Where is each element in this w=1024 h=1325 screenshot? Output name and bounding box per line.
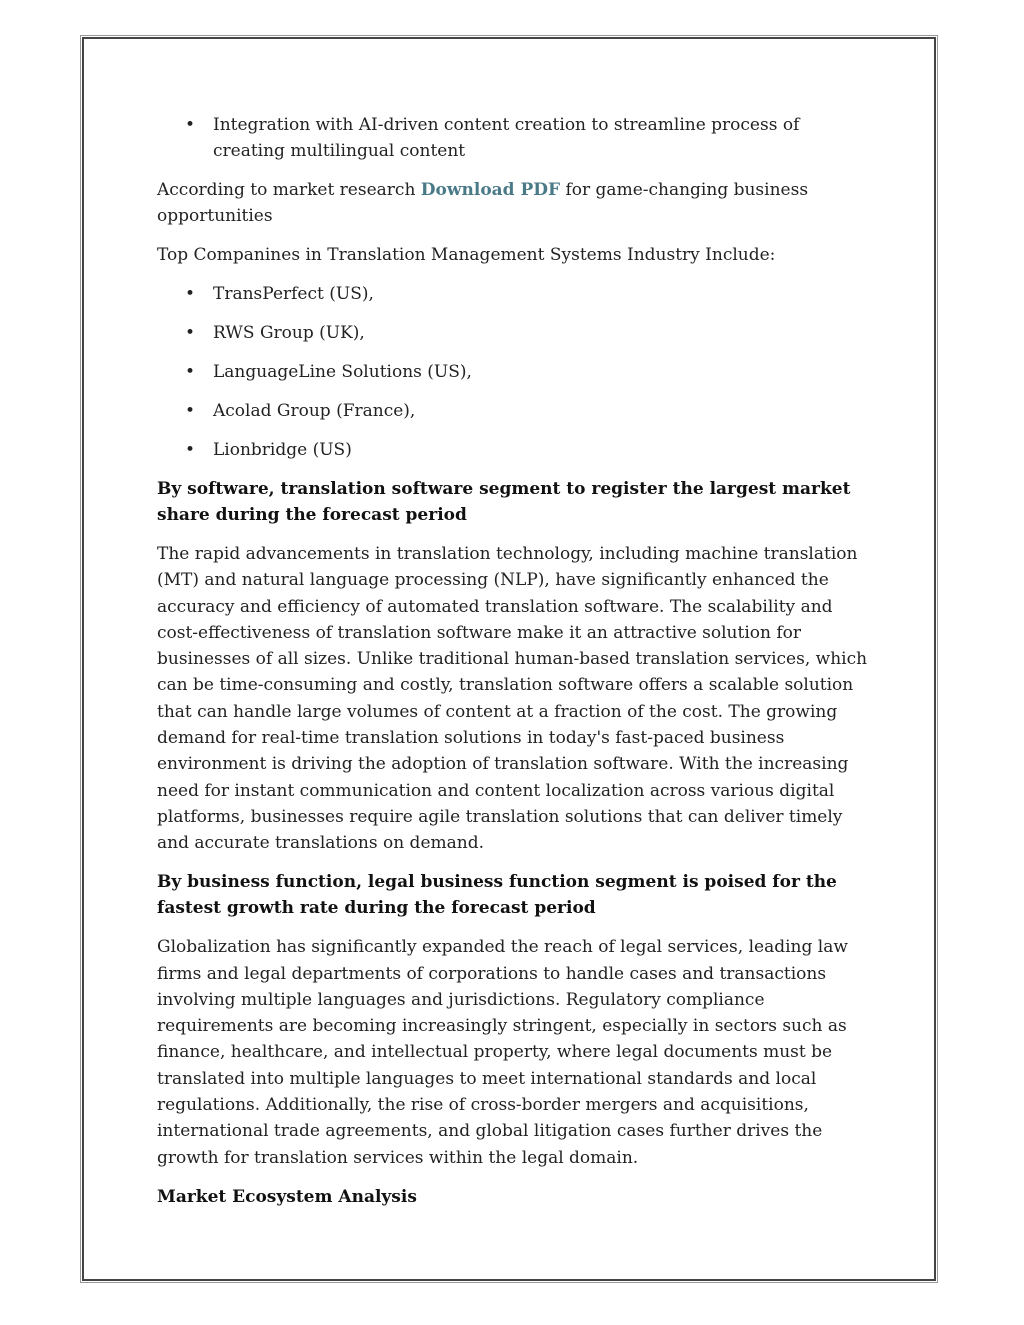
list-item: • LanguageLine Solutions (US), xyxy=(157,359,869,385)
section-body-software: The rapid advancements in translation technology, including machine translation (MT) and natural language processing (NLP), have significantly enhanced the accuracy and efficiency of automated translation software. The scalability and cost-effectiveness of translation software make it an attractive solution for businesses of all sizes. Unlike traditional human-based translation services, which can be time-consuming and costly, translation software offers a scalable solution that can handle large volumes of content at a fraction of the cost. The growing demand for real-time translation solutions in today's fast-paced business environment is driving the adoption of translation software. With the increasing need for instant communication and content localization across various digital platforms, businesses require agile translation solutions that can deliver timely and accurate translations on demand. xyxy=(157,543,868,854)
section-heading-ecosystem: Market Ecosystem Analysis xyxy=(157,1186,417,1207)
list-item: • RWS Group (UK), xyxy=(157,320,869,346)
section-heading-software: By software, translation software segment to register the largest market share during the forecast period xyxy=(157,478,851,526)
list-item: • TransPerfect (US), xyxy=(157,281,869,307)
section-body-legal: Globalization has significantly expanded the reach of legal services, leading law firms and legal departments of corporations to handle cases and transactions involving multiple languages and jurisdictions. Regulatory compliance requirements are becoming increasingly stringent, especially in sectors such as finance, healthcare, and intellectual property, where legal documents must be translated into multiple languages to meet international standards and local regulations. Additionally, the rise of cross-border mergers and acquisitions, international trade agreements, and global litigation cases further drives the growth for translation services within the legal domain. xyxy=(157,937,848,1168)
top-bullet-list xyxy=(157,112,869,165)
download-pdf-link[interactable]: Download PDF xyxy=(420,180,561,201)
list-item: • Acolad Group (France), xyxy=(157,398,869,424)
companies-list xyxy=(157,281,869,463)
companies-intro: Top Companines in Translation Management Systems Industry Include: xyxy=(157,245,776,266)
research-prefix: According to market research xyxy=(157,180,421,201)
research-paragraph xyxy=(157,177,869,230)
list-item: • Lionbridge (US) xyxy=(157,437,869,463)
section-heading-legal: By business function, legal business function segment is poised for the fastest growth rate during the forecast period xyxy=(157,872,837,919)
research-suffix: for game-changing business opportunities xyxy=(157,180,809,227)
document-body xyxy=(157,112,869,1222)
list-item: • Integration with AI-driven content creation to streamline process of creating multilingual content xyxy=(157,112,869,165)
